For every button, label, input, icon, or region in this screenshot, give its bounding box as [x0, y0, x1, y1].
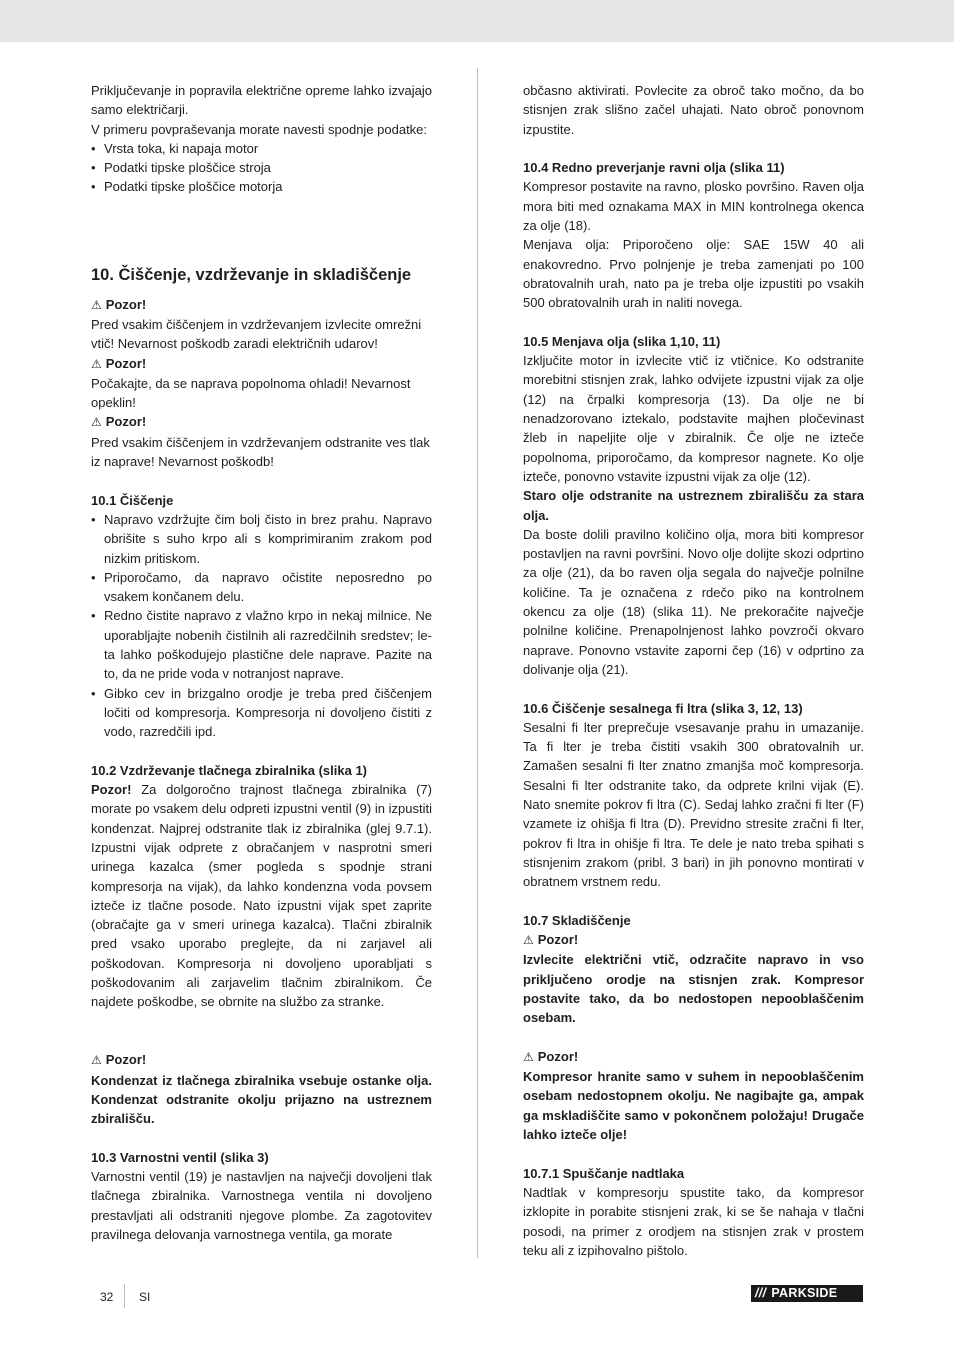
subsection-title: 10.5 Menjava olja (slika 1,10, 11) — [523, 333, 721, 349]
warning-label: ⚠ Pozor! — [91, 295, 432, 315]
body-text: Varnostni ventil (19) je nastavljen na največji dovoljeni tlak tlačnega zbiralnika. Varnostnega ventila ni dovoljeno prestavljati ali odstraniti njegove plombe. Za zagotovitev pravilnega delovanja varnostnega ventila, ga morate — [91, 1169, 432, 1242]
right-column — [523, 81, 864, 1260]
list-item: • Podatki tipske ploščice stroja — [91, 160, 271, 176]
subsection-title: 10.6 Čiščenje sesalnega fi ltra (slika 3, 12, 13) — [523, 700, 803, 716]
warning-label: ⚠ Pozor! — [523, 1047, 864, 1067]
warning-icon: ⚠ — [91, 297, 102, 312]
left-column — [91, 81, 432, 1244]
warning-text: Počakajte, da se naprava popolnoma ohladi! Nevarnost opeklin! — [91, 375, 411, 411]
warning-label: ⚠ Pozor! — [91, 412, 432, 432]
body-text: Nadtlak v kompresorju spustite tako, da kompresor izklopite in porabite stisnjeni zrak, ki se še nahaja v tlačni posodi, na primer z orodjem na stisnjen zrak v prostem teku ali z izpihovalno pištolo. — [523, 1184, 864, 1258]
warning-text: Pred vsakim čiščenjem in vzdrževanjem odstranite ves tlak iz naprave! Nevarnost poškodb! — [91, 434, 430, 470]
subsection-title: 10.2 Vzdrževanje tlačnega zbiralnika (slika 1) — [91, 762, 368, 778]
subsection-title: 10.3 Varnostni ventil (slika 3) — [91, 1149, 269, 1165]
warning-label: ⚠ Pozor! — [523, 930, 864, 950]
footer-divider — [124, 1284, 125, 1308]
warning-icon: ⚠ — [523, 1049, 534, 1064]
brand-logo: /// PARKSIDE — [751, 1285, 863, 1302]
warning-text: Izvlecite električni vtič, odzračite napravo in vso priključeno orodje na stisnjen zrak. Kompresor postavite tako, da bo nedostopen nepooblaščenim osebam. — [523, 952, 864, 1026]
subsection-title: 10.7 Skladiščenje — [523, 912, 631, 928]
list-item: • Vrsta toka, ki napaja motor — [91, 140, 259, 156]
page-number: 32 — [100, 1290, 114, 1304]
top-bar — [0, 0, 954, 42]
subsection-title: 10.4 Redno preverjanje ravni olja (slika 11) — [523, 160, 785, 176]
warning-icon: ⚠ — [91, 356, 102, 371]
list-item: • Gibko cev in brizgalno orodje je treba pred čiščenjem ločiti od kompresorja. Kompresorja ni dovoljeno čistiti z vodo, razredčili ipd. — [91, 685, 432, 740]
body-text: občasno aktivirati. Povlecite za obroč tako močno, da bo stisnjen zrak slišno začel uhajati. Nato obroč ponovnom izpustite. — [523, 83, 864, 137]
warning-icon: ⚠ — [523, 933, 534, 948]
warning-text: Kompresor hranite samo v suhem in nepooblaščenim osebam nedostopnem okolju. Ne nagibajte ga, ampak ga mskladiščite samo v pokončnem položaju! Drugače lahko izteče olje! — [523, 1069, 864, 1143]
list-item: • Podatki tipske ploščice motorja — [91, 179, 283, 195]
list-item: • Priporočamo, da napravo očistite neposredno po vsakem končanem delu. — [91, 569, 432, 605]
body-text: Sesalni fi lter preprečuje vsesavanje prahu in umazanije. Ta fi lter je treba čistiti vsakih 300 obratovalnih ur. Zamašen sesalni fi lter znatno zmanjša moč kompresorja. Sesalni fi lter odstranite tako, da odprete krilni vijak (E). Nato snemite pokrov fi ltra (C). Sedaj lahko zračni fi lter (F) vzamete iz ohišja fi ltra (D). Previdno stresite zračni fi lter, pokrov fi ltra in ohišje fi ltra. Te dele je nato treba spihati s stisnjenim zrakom (pribl. 3 bari) in jih ponovno montirati v obratnem vrstnem redu. — [523, 719, 864, 890]
intro-paragraph-2: V primeru povpraševanja morate navesti spodnje podatke: — [91, 121, 428, 137]
list-item: • Redno čistite napravo z vlažno krpo in nekaj milnice. Ne uporabljajte nobenih čistilnih ali razredčilnih sredstev; le-ta lahko poškodujejo plastične dele naprave. Pazite na to, da ne pride voda v notranjost naprave. — [91, 608, 432, 682]
logo-slashes-icon: /// — [755, 1286, 767, 1300]
body-text: Menjava olja: Priporočeno olje: SAE 15W 40 ali enakovredno. Prvo polnjenje je treba zamenjati po 100 obratovalnih urah, nato pa je treba olje izpustiti po vsakih 500 obratovalnih urah in naliti novega. — [523, 237, 864, 311]
warning-text: Pred vsakim čiščenjem in vzdrževanjem izvlecite omrežni vtič! Nevarnost poškodb zaradi električnih udarov! — [91, 316, 422, 352]
section-heading: 10. Čiščenje, vzdrževanje in skladiščenje — [91, 265, 412, 284]
body-text-bold: Staro olje odstranite na ustreznem zbirališču za stara olja. — [523, 488, 864, 523]
body-text: Kompresor postavite na ravno, plosko površino. Raven olja mora biti med oznakama MAX in MIN kontrolnega okenca za olje (18). — [523, 179, 864, 234]
warning-label: ⚠ Pozor! — [91, 1050, 432, 1070]
warning-icon: ⚠ — [91, 415, 102, 430]
language-code: SI — [139, 1290, 151, 1304]
cleaning-list — [91, 510, 432, 742]
body-text: Izključite motor in izvlecite vtič iz vtičnice. Ko odstranite morebitni stisnjen zrak, lahko odvijete izpustni vijak za olje (12) na črpalki kompresorja (13). Da olje ne bi nenadzorovano iztekalo, podstavite majhen pločevinast žleb in napeljite olje v zbiralnik. Če olje ne izteče popolnoma, priporočamo, da kompresor nagnete. Ko olje izteče, ponovno vstavite izpustni vijak za olje (12). — [523, 353, 864, 484]
body-text: Da boste dolili pravilno količino olja, mora biti kompresor postavljen na ravni površini. Novo olje dolijte skozi odprtino za olje (21), da bo raven olja segala do največje polnilne količine. Ta je označena z rdečo piko na kontrolnem okencu za olje (18) (slika 11). Ne prekoračite največje polnilne količine. Prenapolnjenost lahko povzroči okvaro naprave. Ponovno vstavite zaporni čep (16) v odprtino za dolivanje olja (21). — [523, 526, 864, 677]
warning-label: ⚠ Pozor! — [91, 354, 432, 374]
subsection-title: 10.1 Čiščenje — [91, 492, 174, 508]
intro-paragraph-1: Priključevanje in popravila električne opreme lahko izvajajo samo električarji. — [91, 83, 432, 118]
warning-icon: ⚠ — [91, 1053, 102, 1068]
subsection-title: 10.7.1 Spuščanje nadtlaka — [523, 1165, 685, 1181]
list-item: • Napravo vzdržujte čim bolj čisto in brez prahu. Napravo obrišite s suho krpo ali s komprimiranim zrakom pod nizkim pritiskom. — [91, 511, 432, 566]
intro-list — [91, 139, 432, 197]
body-text: Pozor! Za dolgoročno trajnost tlačnega zbiralnika (7) morate po vsakem delu odpreti izpustni ventil (9) in izpustiti kondenzat. Najprej odstranite tlak iz zbiralnika (glej 9.7.1). Izpustni vijak odprete z obračanjem v nasprotni smeri urinega kazalca (smer pogleda s spodnje strani kompresorja na vijak), da lahko kondenzna voda povsem izteče iz tlačne posode. Nato izpustni vijak spet zaprite (obračajte ga v smeri urinega kazalca). Tlačni zbiralnik pred vsako uporabo preglejte, da ni zarjavel ali poškodovan. Kompresorja ni dovoljeno uporabljati s poškodovanim ali zarjavelim tlačnim zbiralnikom. Če najdete poškodbe, se obrnite na službo za stranke. — [91, 782, 432, 1010]
column-divider — [477, 68, 478, 1258]
warning-text: Kondenzat iz tlačnega zbiralnika vsebuje ostanke olja. Kondenzat odstranite okolju prijazno na ustreznem zbirališču. — [91, 1072, 432, 1127]
